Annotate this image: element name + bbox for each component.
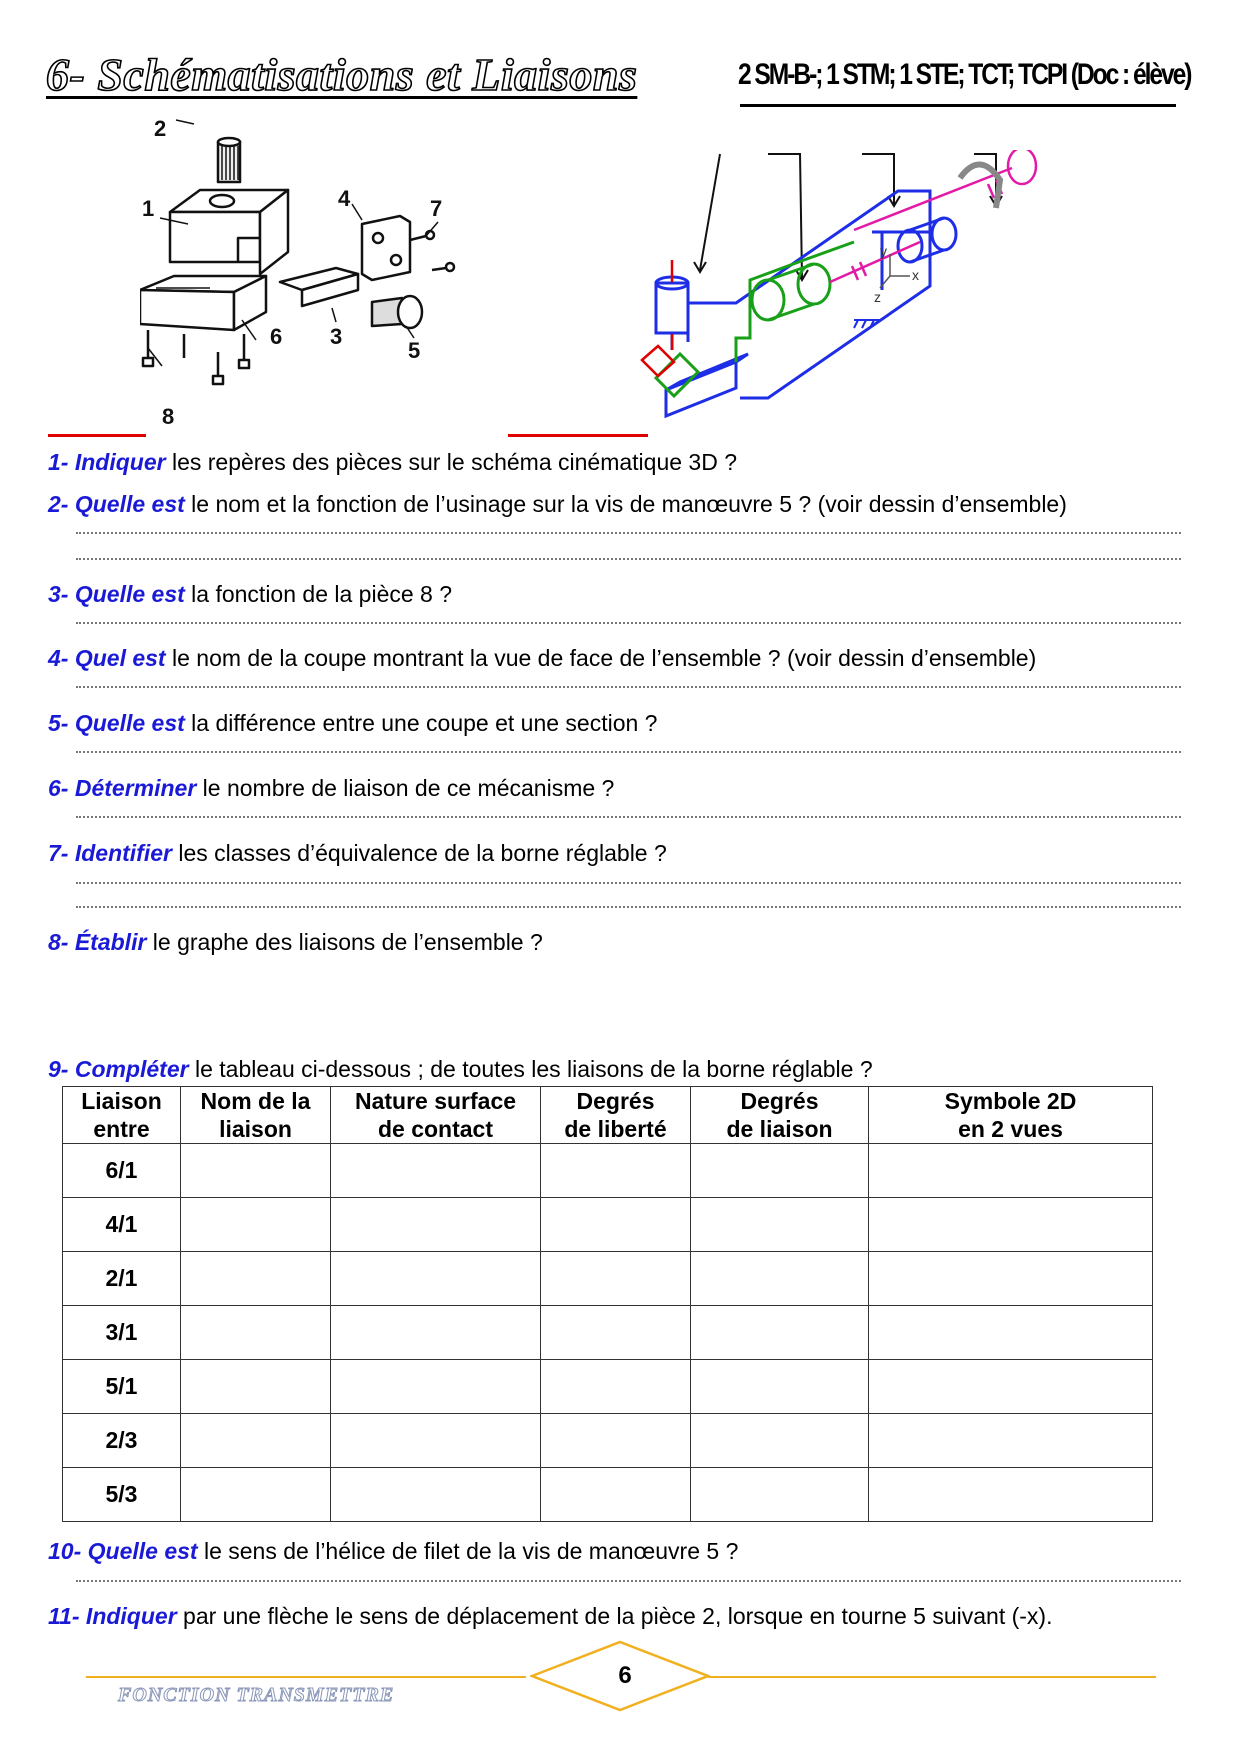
- label-part-5: 5: [408, 338, 421, 363]
- answer-cell[interactable]: [331, 1198, 541, 1252]
- answer-cell[interactable]: [331, 1360, 541, 1414]
- liaison-pair: 6/1: [63, 1144, 181, 1198]
- answer-cell[interactable]: [691, 1198, 869, 1252]
- question-3: 3- Quelle est la fonction de la pièce 8 ?: [48, 581, 453, 607]
- answer-cell[interactable]: [181, 1414, 331, 1468]
- answer-cell[interactable]: [331, 1306, 541, 1360]
- answer-cell[interactable]: [181, 1360, 331, 1414]
- answer-cell[interactable]: [691, 1144, 869, 1198]
- axis-y-label: y: [880, 243, 887, 259]
- answer-cell[interactable]: [331, 1468, 541, 1522]
- label-part-3: 3: [330, 324, 343, 349]
- answer-line[interactable]: [76, 622, 1181, 624]
- answer-line[interactable]: [76, 816, 1181, 818]
- liaisons-table: [62, 1086, 1153, 1522]
- question-8: 8- Établir le graphe des liaisons de l’ensemble ?: [48, 929, 543, 955]
- answer-cell[interactable]: [691, 1306, 869, 1360]
- page-number: 6: [618, 1662, 632, 1689]
- answer-line-red-left: [48, 434, 146, 437]
- answer-cell[interactable]: [541, 1306, 691, 1360]
- table-header-row: [63, 1087, 1153, 1144]
- col-header-degres-liberte: Degrés de liberté: [541, 1087, 691, 1144]
- label-part-2: 2: [154, 116, 167, 141]
- class-levels: 2 SM-B-; 1 STM; 1 STE; TCT; TCPI (Doc : élève): [738, 58, 1191, 91]
- answer-line[interactable]: [76, 686, 1181, 688]
- footer-label: FONCTION TRANSMETTRE: [118, 1684, 395, 1706]
- answer-line[interactable]: [76, 558, 1181, 560]
- answer-line[interactable]: [76, 1580, 1181, 1582]
- liaison-pair: 3/1: [63, 1306, 181, 1360]
- answer-cell[interactable]: [691, 1252, 869, 1306]
- answer-cell[interactable]: [181, 1144, 331, 1198]
- col-header-symbole: Symbole 2D en 2 vues: [869, 1087, 1153, 1144]
- answer-line[interactable]: [76, 882, 1181, 884]
- page-title: 6- Schématisations et Liaisons: [46, 49, 638, 100]
- table-row: [63, 1414, 1153, 1468]
- footer-line-right: [708, 1676, 1156, 1678]
- footer-line-left: [86, 1676, 526, 1678]
- liaison-pair: 4/1: [63, 1198, 181, 1252]
- table-row: [63, 1306, 1153, 1360]
- answer-cell[interactable]: [181, 1468, 331, 1522]
- label-part-8: 8: [162, 404, 175, 429]
- question-11: 11- Indiquer par une flèche le sens de déplacement de la pièce 2, lorsque en tourne 5 suivant (-x).: [48, 1603, 1053, 1629]
- table-row: [63, 1252, 1153, 1306]
- liaison-pair: 5/1: [63, 1360, 181, 1414]
- answer-cell[interactable]: [541, 1468, 691, 1522]
- col-header-degres-liaison: Degrés de liaison: [691, 1087, 869, 1144]
- answer-cell[interactable]: [869, 1144, 1153, 1198]
- answer-line[interactable]: [76, 532, 1181, 534]
- question-9: 9- Compléter le tableau ci-dessous ; de toutes les liaisons de la borne réglable ?: [48, 1056, 873, 1082]
- question-4: 4- Quel est le nom de la coupe montrant la vue de face de l’ensemble ? (voir dessin d’ensemble): [48, 645, 1037, 671]
- answer-cell[interactable]: [869, 1414, 1153, 1468]
- answer-cell[interactable]: [541, 1144, 691, 1198]
- answer-cell[interactable]: [541, 1252, 691, 1306]
- answer-cell[interactable]: [869, 1360, 1153, 1414]
- answer-line-red-right: [508, 434, 648, 437]
- question-5: 5- Quelle est la différence entre une coupe et une section ?: [48, 710, 658, 736]
- table-row: [63, 1198, 1153, 1252]
- answer-cell[interactable]: [331, 1144, 541, 1198]
- answer-cell[interactable]: [869, 1198, 1153, 1252]
- answer-cell[interactable]: [181, 1252, 331, 1306]
- question-10: 10- Quelle est le sens de l’hélice de filet de la vis de manœuvre 5 ?: [48, 1538, 739, 1564]
- answer-cell[interactable]: [869, 1306, 1153, 1360]
- question-2: 2- Quelle est le nom et la fonction de l’usinage sur la vis de manœuvre 5 ? (voir dessin d’ensemble): [48, 491, 1067, 517]
- answer-cell[interactable]: [869, 1252, 1153, 1306]
- axis-z-label: z: [874, 289, 881, 305]
- label-part-6: 6: [270, 324, 283, 349]
- col-header-nom: Nom de la liaison: [181, 1087, 331, 1144]
- answer-cell[interactable]: [691, 1414, 869, 1468]
- liaison-pair: 5/3: [63, 1468, 181, 1522]
- liaison-pair: 2/3: [63, 1414, 181, 1468]
- kinematic-3d-diagram: [640, 150, 1040, 440]
- header-underline: [740, 104, 1176, 107]
- question-7: 7- Identifier les classes d’équivalence de la borne réglable ?: [48, 840, 667, 866]
- answer-cell[interactable]: [331, 1252, 541, 1306]
- answer-line[interactable]: [76, 906, 1181, 908]
- answer-cell[interactable]: [541, 1198, 691, 1252]
- answer-cell[interactable]: [691, 1468, 869, 1522]
- answer-cell[interactable]: [869, 1468, 1153, 1522]
- liaison-pair: 2/1: [63, 1252, 181, 1306]
- table-row: [63, 1144, 1153, 1198]
- answer-cell[interactable]: [331, 1414, 541, 1468]
- label-part-4: 4: [338, 186, 351, 211]
- col-header-liaison-entre: Liaison entre: [63, 1087, 181, 1144]
- answer-cell[interactable]: [691, 1360, 869, 1414]
- answer-cell[interactable]: [541, 1414, 691, 1468]
- question-6: 6- Déterminer le nombre de liaison de ce mécanisme ?: [48, 775, 615, 801]
- label-part-7: 7: [430, 196, 443, 221]
- table-row: [63, 1468, 1153, 1522]
- answer-line[interactable]: [76, 751, 1181, 753]
- table-row: [63, 1360, 1153, 1414]
- exploded-assembly-drawing: [140, 112, 520, 432]
- answer-cell[interactable]: [181, 1306, 331, 1360]
- question-1: 1- Indiquer les repères des pièces sur le schéma cinématique 3D ?: [48, 449, 738, 475]
- col-header-nature-surface: Nature surface de contact: [331, 1087, 541, 1144]
- label-part-1: 1: [142, 196, 155, 221]
- answer-cell[interactable]: [541, 1360, 691, 1414]
- axis-x-label: x: [912, 267, 919, 283]
- answer-cell[interactable]: [181, 1198, 331, 1252]
